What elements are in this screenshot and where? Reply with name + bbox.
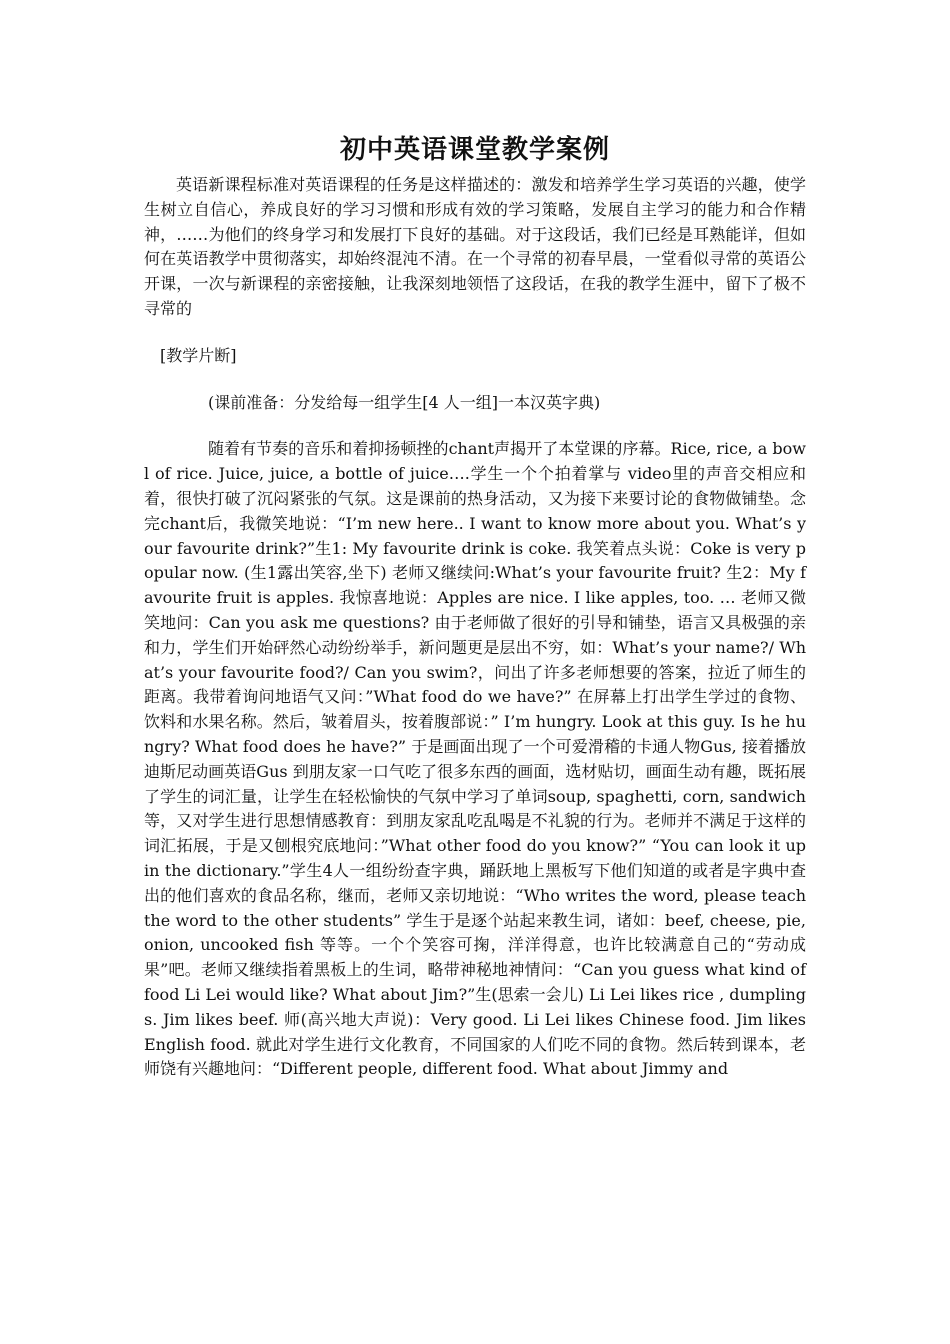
intro-paragraph: 英语新课程标准对英语课程的任务是这样描述的：激发和培养学生学习英语的兴趣，使学生树立自信心，养成良好的学习习惯和形成有效的学习策略，发展自主学习的能力和合作精神，……为他们的终身学习和发展打下良好的基础。对于这段话，我们已经是耳熟能详，但如何在英语教学中贯彻落实，却始终混沌不清。在一个寻常的初春早晨，一堂看似寻常的英语公开课，一次与新课程的亲密接触，让我深刻地领悟了这段话，在我的教学生涯中，留下了极不寻常的 xyxy=(144,175,806,318)
document-body xyxy=(144,173,806,1082)
preparation-note: (课前准备：分发给每一组学生[4 人一组]一本汉英字典) xyxy=(208,392,601,412)
section-heading: [教学片断] xyxy=(160,345,237,365)
lesson-narrative-paragraph: 随着有节奏的音乐和着抑扬顿挫的chant声揭开了本堂课的序幕。Rice, rice, a bowl of rice. Juice, juice, a bottle of juice….学生一个个拍着掌与 video里的声音交相应和着，很快打破了沉闷紧张的气氛。这是课前的热身活动，又为接下来要讨论的食物做铺垫。念完chant后，我微笑地说：“I’m new here.. I want to know more about you. What’s your favourite drink?”生1: My favourite drink is coke. 我笑着点头说：Coke is very popular now. (生1露出笑容,坐下) 老师又继续问:What’s your favourite fruit? 生2：My favourite fruit is apples. 我惊喜地说：Apples are nice. I like apples, too. … 老师又微笑地问：Can you ask me questions? 由于老师做了很好的引导和铺垫，语言又具极强的亲和力，学生们开始砰然心动纷纷举手，新问题更是层出不穷，如：What’s your name?/ What’s your favourite food?/ Can you swim?，问出了许多老师想要的答案，拉近了师生的距离。我带着询问地语气又问：”What food do we have?” 在屏幕上打出学生学过的食物、饮料和水果名称。然后，皱着眉头，按着腹部说：” I’m hungry. Look at this guy. Is he hungry? What food does he have?” 于是画面出现了一个可爱滑稽的卡通人物Gus, 接着播放迪斯尼动画英语Gus 到朋友家一口气吃了很多东西的画面，选材贴切，画面生动有趣，既拓展了学生的词汇量，让学生在轻松愉快的气氛中学习了单词soup, spaghetti, corn, sandwich等，又对学生进行思想情感教育：到朋友家乱吃乱喝是不礼貌的行为。老师并不满足于这样的词汇拓展，于是又刨根究底地问：”What other food do you know?” “You can look it up in the dictionary.”学生4人一组纷纷查字典，踊跃地上黑板写下他们知道的或者是字典中查出的他们喜欢的食品名称，继而，老师又亲切地说：“Who writes the word, please teach the word to the other students” 学生于是逐个站起来教生词，诸如：beef, cheese, pie, onion, uncooked fish 等等。一个个笑容可掬，洋洋得意，也许比较满意自己的“劳动成果”吧。老师又继续指着黑板上的生词，略带神秘地神情问：“Can you guess what kind of food Li Lei would like? What about Jim?”生(思索一会儿) Li Lei likes rice , dumplings. Jim likes beef. 师(高兴地大声说)：Very good. Li Lei likes Chinese food. Jim likes English food. 就此对学生进行文化教育，不同国家的人们吃不同的食物。然后转到课本，老师饶有兴趣地问：“Different people, different food. What about Jimmy and xyxy=(144,439,806,1079)
document-title: 初中英语课堂教学案例 xyxy=(339,135,610,165)
